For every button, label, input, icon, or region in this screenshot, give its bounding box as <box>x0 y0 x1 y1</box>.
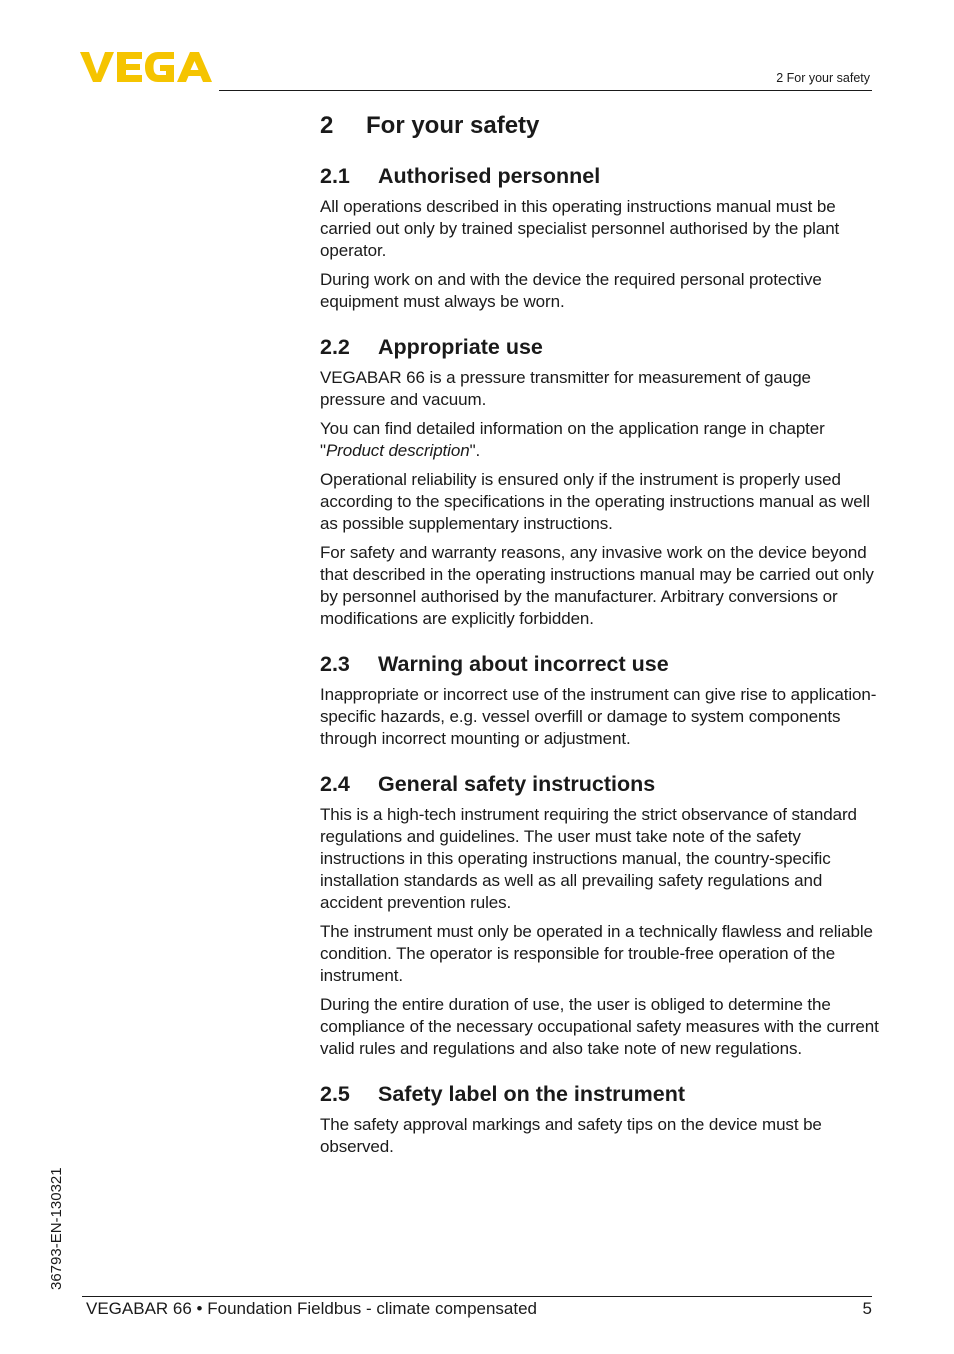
header-rule <box>219 90 872 91</box>
section-heading <box>320 650 880 678</box>
section-title: Appropriate use <box>378 335 543 359</box>
section-number: 2.4 <box>320 772 350 796</box>
vega-logo <box>80 50 212 84</box>
section-heading <box>320 333 880 361</box>
chapter-number: 2 <box>320 112 334 139</box>
footer-rule <box>82 1296 872 1297</box>
paragraph-product-description-ref <box>320 418 880 462</box>
paragraph: This is a high-tech instrument requiring the strict observance of standard regulations and guidelines. The user must take note of the safety instructions in this operating instructions manual, the country-specific installation standards as well as all prevailing safety regulations and accident prevention rules. <box>320 805 857 912</box>
section-number: 2.1 <box>320 164 350 188</box>
paragraph: The safety approval markings and safety tips on the device must be observed. <box>320 1115 822 1156</box>
page-content <box>320 110 880 1178</box>
paragraph: For safety and warranty reasons, any invasive work on the device beyond that described in the operating instructions manual may be carried out only by personnel authorised by the manufacturer. Arbitrary conversions or modifications are explicitly forbidden. <box>320 543 874 628</box>
section-number: 2.3 <box>320 652 350 676</box>
section-heading <box>320 162 880 190</box>
section-appropriate-use <box>320 333 880 630</box>
section-number: 2.2 <box>320 335 350 359</box>
section-number: 2.5 <box>320 1082 350 1106</box>
section-heading <box>320 770 880 798</box>
section-title: General safety instructions <box>378 772 656 796</box>
ref-text-after: ". <box>469 441 481 460</box>
running-head: 2 For your safety <box>776 71 870 85</box>
paragraph: The instrument must only be operated in a technically flawless and reliable condition. The operator is responsible for trouble-free operation of the instrument. <box>320 922 873 985</box>
paragraph: During work on and with the device the required personal protective equipment must always be worn. <box>320 270 822 311</box>
section-warning-incorrect-use <box>320 650 880 750</box>
section-title: Authorised personnel <box>378 164 601 188</box>
paragraph: During the entire duration of use, the user is obliged to determine the compliance of the necessary occupational safety measures with the current valid rules and regulations and also take note of new regulations. <box>320 995 879 1058</box>
paragraph: All operations described in this operating instructions manual must be carried out only by trained specialist personnel authorised by the plant operator. <box>320 197 840 260</box>
section-title: Warning about incorrect use <box>378 652 669 676</box>
paragraph: VEGABAR 66 is a pressure transmitter for measurement of gauge pressure and vacuum. <box>320 368 811 409</box>
section-heading <box>320 1080 880 1108</box>
paragraph: Operational reliability is ensured only if the instrument is properly used according to the specifications in the operating instructions manual as well as possible supplementary instructions. <box>320 470 870 533</box>
section-authorised-personnel <box>320 162 880 313</box>
page-number: 5 <box>862 1299 872 1318</box>
footer-product-name: VEGABAR 66 • Foundation Fieldbus - climate compensated <box>86 1299 538 1318</box>
section-safety-label <box>320 1080 880 1158</box>
chapter-title: For your safety <box>366 112 540 139</box>
chapter-heading <box>320 110 880 142</box>
section-general-safety-instructions <box>320 770 880 1060</box>
document-code: 36793-EN-130321 <box>48 1167 65 1290</box>
ref-text-before: You can find detailed information on the application range in chapter " <box>320 419 825 460</box>
paragraph: Inappropriate or incorrect use of the instrument can give rise to application-specific hazards, e.g. vessel overfill or damage to system components through incorrect mounting or adjustment. <box>320 685 877 748</box>
chapter-reference: Product description <box>325 441 470 460</box>
section-title: Safety label on the instrument <box>378 1082 686 1106</box>
